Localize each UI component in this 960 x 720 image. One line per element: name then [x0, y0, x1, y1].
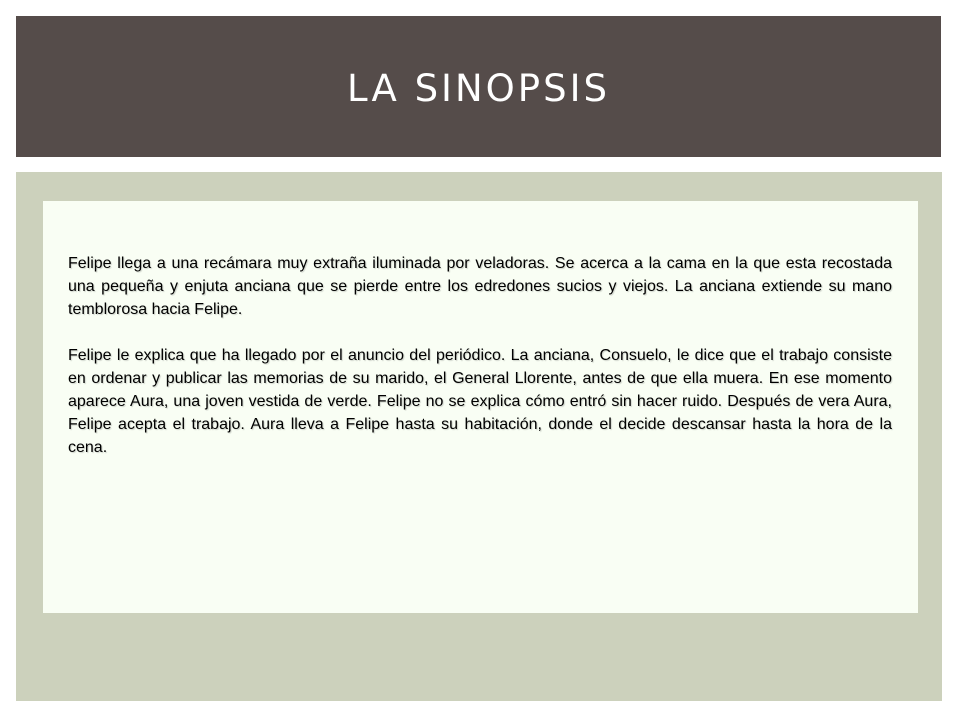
slide-title: LA SINOPSIS [347, 67, 610, 110]
synopsis-text-box [43, 201, 918, 613]
synopsis-paragraph-2: Felipe le explica que ha llegado por el anuncio del periódico. La anciana, Consuelo, le dice que el trabajo consiste en ordenar y publicar las memorias de su marido, el General Llorente, antes de que ella muera. En ese momento aparece Aura, una joven vestida de verde. Felipe no se explica cómo entró sin hacer ruido. Después de vera Aura, Felipe acepta el trabajo. Aura lleva a Felipe hasta su habitación, donde el decide descansar hasta la hora de la cena. [68, 347, 892, 456]
title-band [16, 16, 941, 157]
synopsis-paragraph-1: Felipe llega a una recámara muy extraña iluminada por veladoras. Se acerca a la cama en la que esta recostada una pequeña y enjuta anciana que se pierde entre los edredones sucios y viejos. La anciana extiende su mano temblorosa hacia Felipe. [68, 255, 892, 318]
